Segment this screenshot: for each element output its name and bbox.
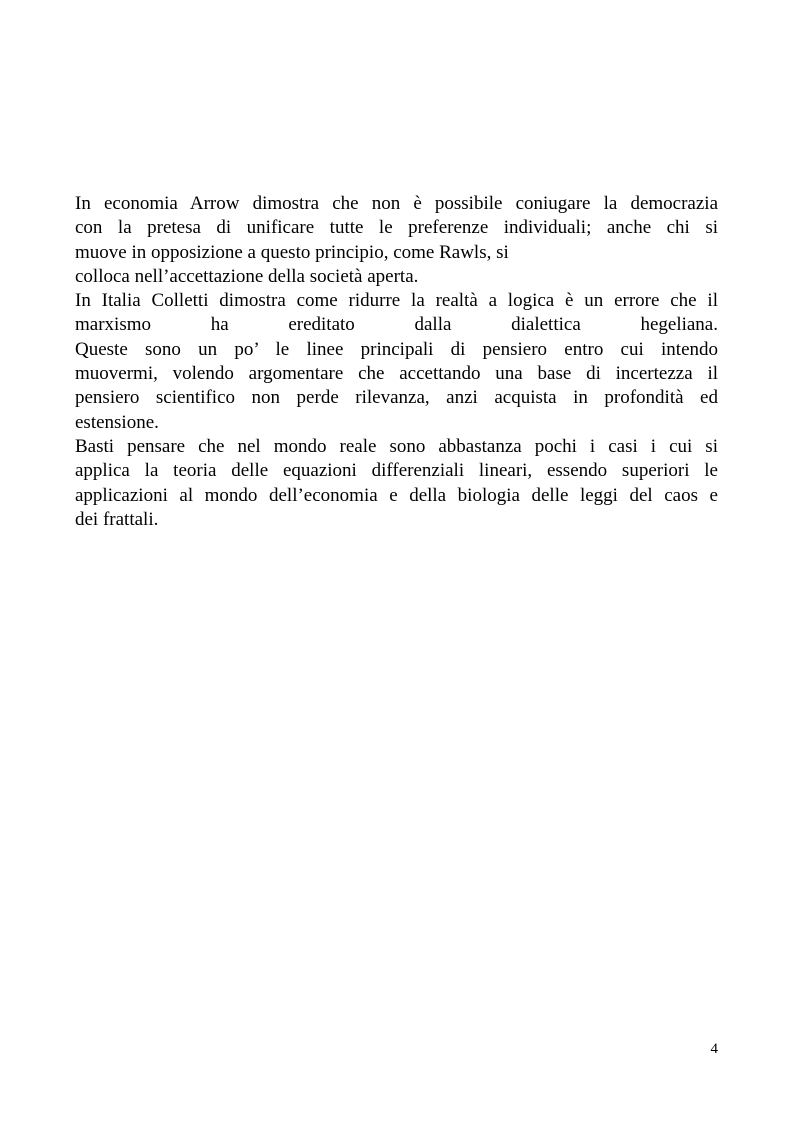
text-line: marxismo ha ereditato dalla dialettica hegeliana. — [75, 314, 718, 336]
text-line: colloca nell’accettazione della società aperta. — [75, 265, 419, 287]
text-line: dei frattali. — [75, 508, 159, 530]
text-line: applicazioni al mondo dell’economia e della biologia delle leggi del caos e — [75, 484, 718, 506]
page-number: 4 — [710, 1041, 718, 1057]
text-line: muove in opposizione a questo principio, come Rawls, si — [75, 241, 509, 263]
text-line: muovermi, volendo argomentare che accettando una base di incertezza il — [75, 363, 718, 385]
text-line: In Italia Colletti dimostra come ridurre la realtà a logica è un errore che il — [75, 290, 718, 312]
text-line: Queste sono un po’ le linee principali di pensiero entro cui intendo — [75, 338, 718, 360]
text-line: con la pretesa di unificare tutte le preferenze individuali; anche chi si — [75, 217, 718, 239]
body-text — [75, 192, 718, 532]
text-line: pensiero scientifico non perde rilevanza, anzi acquista in profondità ed — [75, 387, 718, 409]
text-line: Basti pensare che nel mondo reale sono abbastanza pochi i casi i cui si — [75, 435, 718, 457]
text-line: In economia Arrow dimostra che non è possibile coniugare la democrazia — [75, 193, 718, 214]
text-line: estensione. — [75, 411, 159, 433]
text-line: applica la teoria delle equazioni differenziali lineari, essendo superiori le — [75, 460, 718, 482]
